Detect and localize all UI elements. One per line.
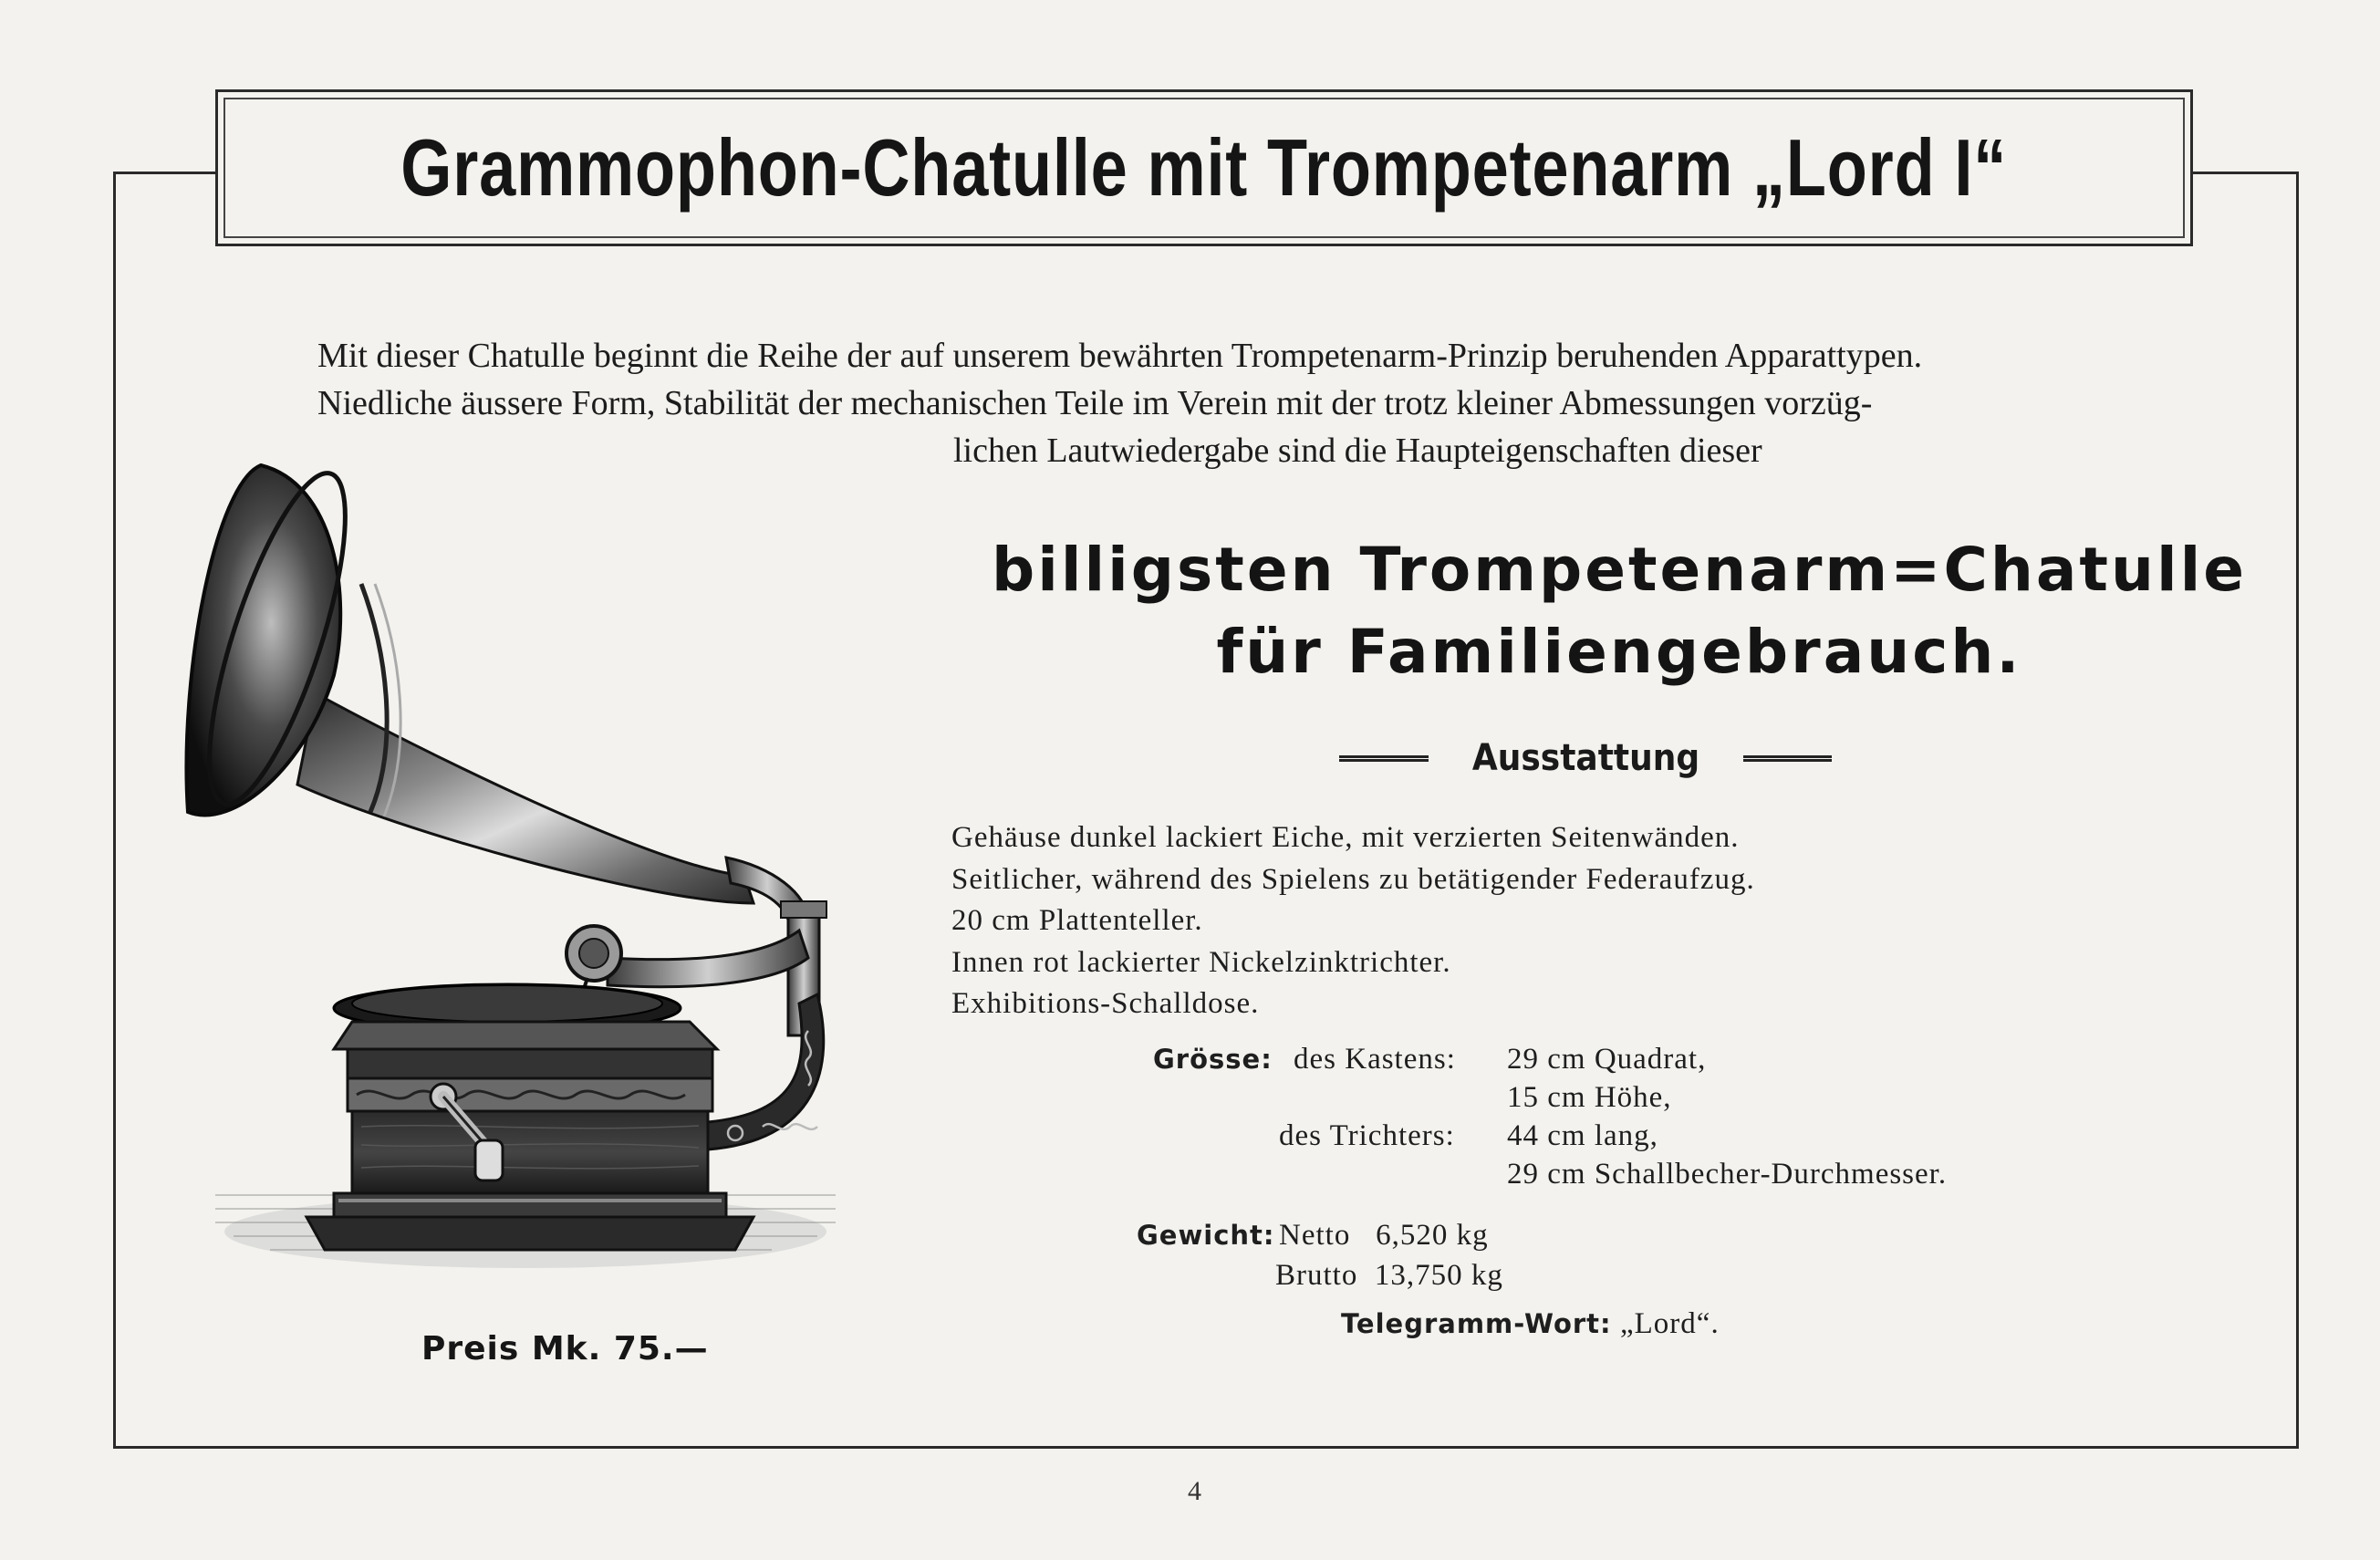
feature-item: Exhibitions-Schalldose. [951, 987, 1260, 1020]
tone-arm-collar [781, 901, 826, 918]
headline [967, 529, 2271, 693]
intro-line: lichen Lautwiedergabe sind die Haupteigenschaften dieser [953, 432, 1762, 470]
double-rule-right [1743, 755, 1833, 762]
horn-cone [297, 693, 753, 903]
page-number: 4 [1188, 1476, 1201, 1506]
crank-handle [475, 1140, 503, 1180]
cabinet-lid [334, 1022, 717, 1049]
record [352, 985, 662, 1022]
tone-arm [608, 931, 808, 987]
headline-line: billigsten Trompetenarm=Chatulle [992, 535, 2247, 605]
base-ornament [338, 1199, 722, 1202]
soundbox-center [579, 939, 608, 968]
double-rule-left [1339, 755, 1429, 762]
intro-line: Mit dieser Chatulle beginnt die Reihe der auf unserem bewährten Trompetenarm-Prinzip beruhenden Apparattypen. [317, 337, 1923, 375]
section-heading [1339, 737, 1832, 779]
telegramm-value: „Lord“. [1620, 1307, 1720, 1340]
gewicht-netto: Netto 6,520 kg [1279, 1219, 1489, 1252]
section-title: Ausstattung [1471, 737, 1699, 779]
price-label: Preis Mk. 75.— [421, 1330, 709, 1368]
feature-item: Gehäuse dunkel lackiert Eiche, mit verzierten Seitenwänden. [951, 821, 1740, 854]
gramophone-illustration [179, 447, 890, 1323]
headline-line: für Familiengebrauch. [1216, 617, 2022, 687]
groesse-label-wrap [1153, 1040, 1273, 1078]
gewicht-brutto: Brutto 13,750 kg [1275, 1259, 1503, 1292]
title-box [215, 89, 2193, 246]
feature-item: Innen rot lackierter Nickelzinktrichter. [951, 945, 1451, 979]
trichter-label: des Trichters: [1279, 1119, 1455, 1152]
kasten-value: 15 cm Höhe, [1507, 1081, 1672, 1114]
groesse-label: Grösse: [1153, 1044, 1273, 1075]
telegramm-label-wrap [1341, 1305, 1612, 1343]
kasten-value: 29 cm Quadrat, [1507, 1043, 1707, 1076]
trichter-value: 29 cm Schallbecher-Durchmesser. [1507, 1158, 1948, 1191]
cabinet-body [352, 1111, 708, 1193]
cabinet-base [334, 1193, 726, 1217]
telegramm-label: Telegramm-Wort: [1341, 1308, 1612, 1339]
kasten-label: des Kastens: [1294, 1043, 1456, 1076]
ornate-bracket [708, 994, 824, 1149]
cabinet-top-band [348, 1049, 712, 1078]
feature-list [951, 817, 1755, 1025]
intro-line: Niedliche äussere Form, Stabilität der mechanischen Teile im Verein mit der trotz kleiner Abmessungen vorzüg- [317, 384, 1873, 422]
cabinet-plinth [307, 1217, 753, 1250]
feature-item: Seitlicher, während des Spielens zu betätigender Federaufzug. [951, 862, 1755, 896]
gewicht-label-wrap [1137, 1216, 1275, 1254]
feature-item: 20 cm Plattenteller. [951, 904, 1203, 937]
page-title: Grammophon-Chatulle mit Trompetenarm „Lord I“ [400, 122, 2008, 213]
gewicht-label: Gewicht: [1137, 1220, 1275, 1251]
trichter-value: 44 cm lang, [1507, 1119, 1658, 1152]
